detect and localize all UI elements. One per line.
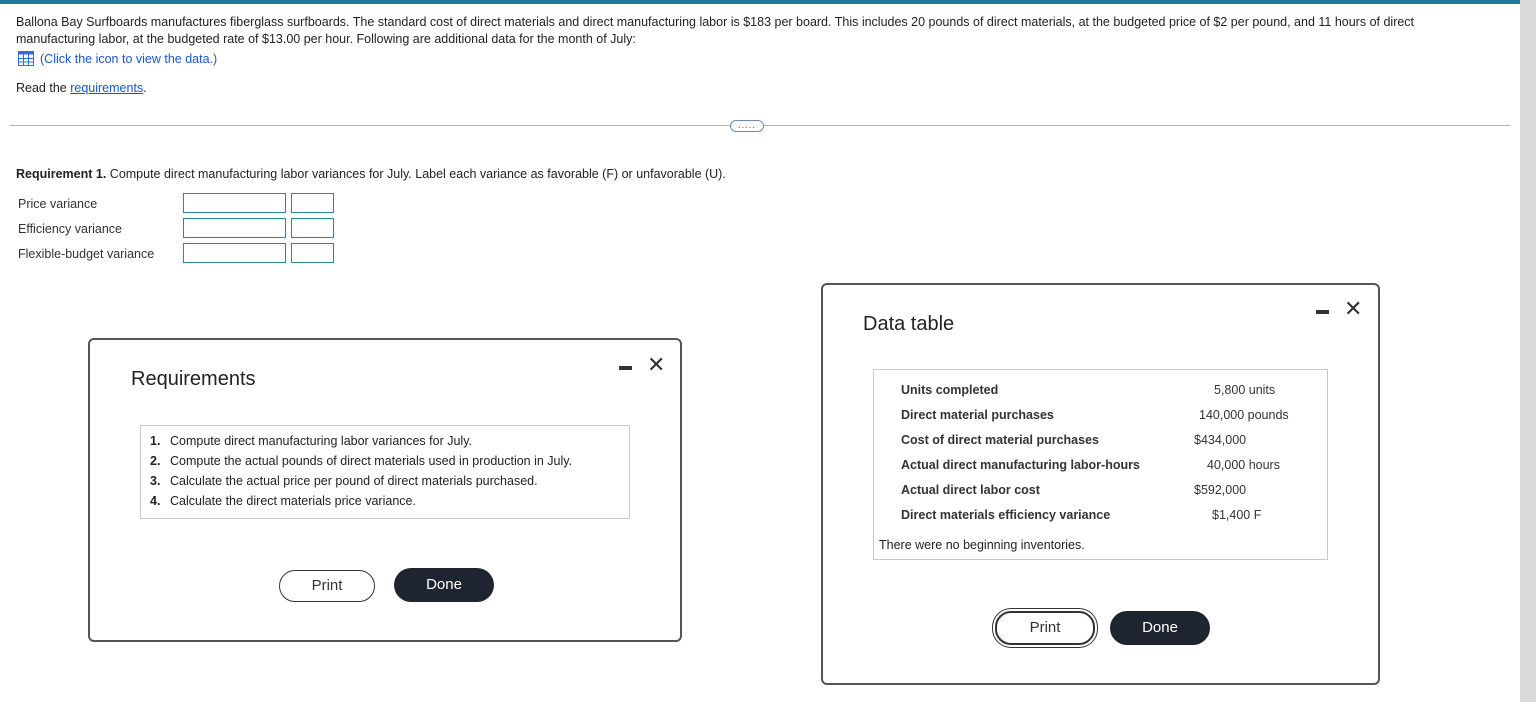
data-table: [873, 369, 1328, 560]
flexible-budget-variance-label: Flexible-budget variance: [18, 247, 155, 261]
close-icon[interactable]: ✕: [1344, 296, 1363, 321]
efficiency-variance-label: Efficiency variance: [18, 222, 122, 236]
requirements-dialog: [88, 338, 682, 642]
requirements-link[interactable]: requirements: [70, 81, 144, 95]
price-variance-label: Price variance: [18, 197, 98, 211]
table-row: Direct material purchases 140,000 pounds: [901, 408, 1289, 422]
list-item: 2. Compute the actual pounds of direct materials used in production in July.: [150, 454, 573, 468]
table-row: Direct materials efficiency variance $1,400 F: [901, 508, 1262, 522]
table-row: Cost of direct material purchases $434,000: [901, 433, 1247, 447]
requirement-1-text: Compute direct manufacturing labor variances for July. Label each variance as favorable (F) or unfavorable (U).: [106, 167, 726, 181]
expand-more-button[interactable]: .....: [730, 120, 764, 132]
efficiency-variance-fu-select[interactable]: [291, 218, 334, 238]
price-variance-amount-input[interactable]: [183, 193, 286, 213]
done-button[interactable]: Done: [394, 568, 494, 602]
read-requirements-line: [16, 81, 147, 95]
list-item: 3. Calculate the actual price per pound of direct materials purchased.: [150, 474, 538, 488]
done-button[interactable]: Done: [1110, 611, 1210, 645]
problem-intro: Ballona Bay Surfboards manufactures fiberglass surfboards. The standard cost of direct materials and direct manufacturing labor is $183 per board. This includes 20 pounds of direct materials, at the budgeted price of $2 per pound, and 11 hours of direct manufacturing labor, at the budgeted rate of $13.00 per hour. Following are additional data for the month of July:: [16, 15, 1415, 46]
top-accent-bar: [0, 0, 1520, 4]
minimize-icon[interactable]: [619, 366, 632, 370]
view-data-link[interactable]: [18, 51, 217, 66]
read-prefix: Read the: [16, 81, 71, 95]
read-suffix: .: [143, 81, 147, 95]
minimize-icon[interactable]: [1316, 310, 1329, 314]
table-row: Actual direct manufacturing labor-hours 40,000 hours: [901, 458, 1280, 472]
data-table-dialog: [821, 283, 1380, 685]
requirement-1-label: Requirement 1.: [16, 167, 107, 181]
table-grid-icon[interactable]: [18, 51, 34, 66]
print-button[interactable]: Print: [279, 570, 375, 602]
view-data-label[interactable]: (Click the icon to view the data.): [40, 51, 218, 66]
page-scrollbar[interactable]: [1520, 0, 1536, 702]
table-row: Actual direct labor cost $592,000: [901, 483, 1247, 497]
list-item: 4. Calculate the direct materials price variance.: [150, 494, 416, 508]
requirements-list: [140, 425, 630, 519]
print-button[interactable]: Print: [995, 611, 1095, 645]
flexible-budget-variance-amount-input[interactable]: [183, 243, 286, 263]
efficiency-variance-amount-input[interactable]: [183, 218, 286, 238]
close-icon[interactable]: ✕: [647, 352, 666, 377]
inventory-note: There were no beginning inventories.: [879, 538, 1085, 552]
requirement-1-prompt: [16, 167, 726, 181]
price-variance-fu-select[interactable]: [291, 193, 334, 213]
flexible-budget-variance-fu-select[interactable]: [291, 243, 334, 263]
table-row: Units completed 5,800 units: [901, 383, 1276, 397]
list-item: 1. Compute direct manufacturing labor variances for July.: [150, 434, 472, 448]
requirements-title: Requirements: [131, 368, 256, 390]
data-table-title: Data table: [863, 313, 955, 335]
